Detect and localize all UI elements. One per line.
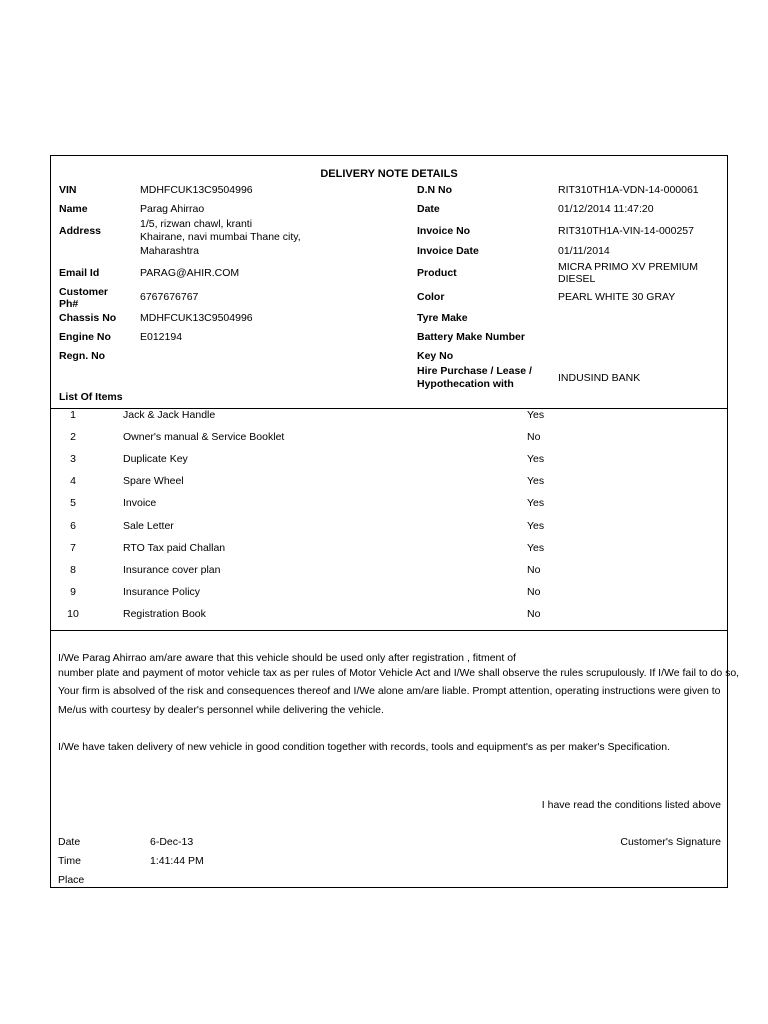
key-no-label: Key No [417, 350, 454, 362]
address-line-2: Khairane, navi mumbai Thane city, [140, 231, 301, 243]
item-name: Spare Wheel [123, 475, 184, 487]
invoice-no-label: Invoice No [417, 225, 471, 237]
declaration-line-1: I/We Parag Ahirrao am/are aware that this vehicle should be used only after registration , fitment of [58, 652, 516, 664]
email-label: Email Id [59, 267, 100, 279]
item-status: Yes [527, 520, 545, 532]
name-label: Name [59, 203, 88, 215]
item-status: No [527, 431, 541, 443]
delivery-statement: I/We have taken delivery of new vehicle in good condition together with records, tools and equipment's as per maker's Specification. [58, 741, 670, 753]
item-name: Insurance Policy [123, 586, 201, 598]
date-label: Date [417, 203, 440, 215]
conditions-read-note: I have read the conditions listed above [541, 799, 721, 811]
item-status: Yes [527, 497, 545, 509]
date-value: 01/12/2014 11:47:20 [558, 203, 654, 215]
item-name: Jack & Jack Handle [123, 409, 216, 421]
invoice-date-value: 01/11/2014 [558, 245, 610, 257]
footer-date-value: 6-Dec-13 [150, 836, 194, 848]
engine-label: Engine No [59, 331, 111, 343]
item-number: 8 [70, 564, 76, 576]
color-value: PEARL WHITE 30 GRAY [558, 291, 676, 303]
item-status: No [527, 586, 541, 598]
dn-no-label: D.N No [417, 184, 452, 196]
item-name: Owner's manual & Service Booklet [123, 431, 285, 443]
vin-label: VIN [59, 184, 77, 196]
customer-signature-label: Customer's Signature [620, 836, 721, 848]
items-heading: List Of Items [59, 391, 123, 403]
delivery-note [50, 155, 740, 888]
footer-date-label: Date [58, 836, 81, 848]
item-name: Sale Letter [123, 520, 174, 532]
email-value: PARAG@AHIR.COM [140, 267, 240, 279]
item-number: 2 [70, 431, 76, 443]
item-status: Yes [527, 409, 545, 421]
invoice-no-value: RIT310TH1A-VIN-14-000257 [558, 225, 694, 237]
item-number: 10 [67, 608, 79, 620]
hypothecation-label-line-1: Hire Purchase / Lease / [417, 365, 532, 377]
address-line-3: Maharashtra [140, 245, 199, 257]
customer-phone-label-line-2: Ph# [59, 298, 79, 310]
product-value-line-2: DIESEL [558, 273, 596, 285]
invoice-date-label: Invoice Date [417, 245, 479, 257]
regn-label: Regn. No [59, 350, 106, 362]
item-number: 4 [70, 475, 76, 487]
item-name: Insurance cover plan [123, 564, 221, 576]
item-status: Yes [527, 453, 545, 465]
item-number: 3 [70, 453, 76, 465]
item-status: Yes [527, 475, 545, 487]
address-line-1: 1/5, rizwan chawl, kranti [140, 218, 253, 230]
address-label: Address [59, 225, 102, 237]
product-label: Product [417, 267, 457, 279]
color-label: Color [417, 291, 445, 303]
declaration-line-4: Me/us with courtesy by dealer's personnel while delivering the vehicle. [58, 704, 384, 716]
vin-value: MDHFCUK13C9504996 [140, 184, 253, 196]
hypothecation-label-line-2: Hypothecation with [417, 378, 514, 390]
name-value: Parag Ahirrao [140, 203, 205, 215]
engine-value: E012194 [140, 331, 183, 343]
document-title: DELIVERY NOTE DETAILS [320, 168, 458, 180]
item-name: RTO Tax paid Challan [123, 542, 226, 554]
item-name: Registration Book [123, 608, 206, 620]
tyre-make-label: Tyre Make [417, 312, 468, 324]
item-status: No [527, 608, 541, 620]
item-number: 9 [70, 586, 76, 598]
item-number: 1 [70, 409, 76, 421]
product-value-line-1: MICRA PRIMO XV PREMIUM [558, 261, 699, 273]
item-status: No [527, 564, 541, 576]
customer-phone-label-line-1: Customer [59, 286, 109, 298]
item-number: 6 [70, 520, 76, 532]
declaration-line-2: number plate and payment of motor vehicle tax as per rules of Motor Vehicle Act and I/We shall observe the rules scrupulously. If I/We fail to do so, [58, 667, 740, 679]
item-status: Yes [527, 542, 545, 554]
customer-phone-value: 6767676767 [140, 291, 199, 303]
hypothecation-value: INDUSIND BANK [558, 372, 641, 384]
footer-place-label: Place [58, 874, 85, 886]
battery-make-label: Battery Make Number [417, 331, 525, 343]
footer-time-label: Time [58, 855, 81, 867]
dn-no-value: RIT310TH1A-VDN-14-000061 [558, 184, 699, 196]
item-name: Invoice [123, 497, 157, 509]
declaration-line-3: Your firm is absolved of the risk and consequences thereof and I/We alone am/are liable. Prompt attention, operating instructions were given to [58, 685, 721, 697]
footer-time-value: 1:41:44 PM [150, 855, 204, 867]
divider [51, 630, 727, 631]
chassis-value: MDHFCUK13C9504996 [140, 312, 253, 324]
item-name: Duplicate Key [123, 453, 188, 465]
item-number: 7 [70, 542, 76, 554]
chassis-label: Chassis No [59, 312, 117, 324]
item-number: 5 [70, 497, 76, 509]
